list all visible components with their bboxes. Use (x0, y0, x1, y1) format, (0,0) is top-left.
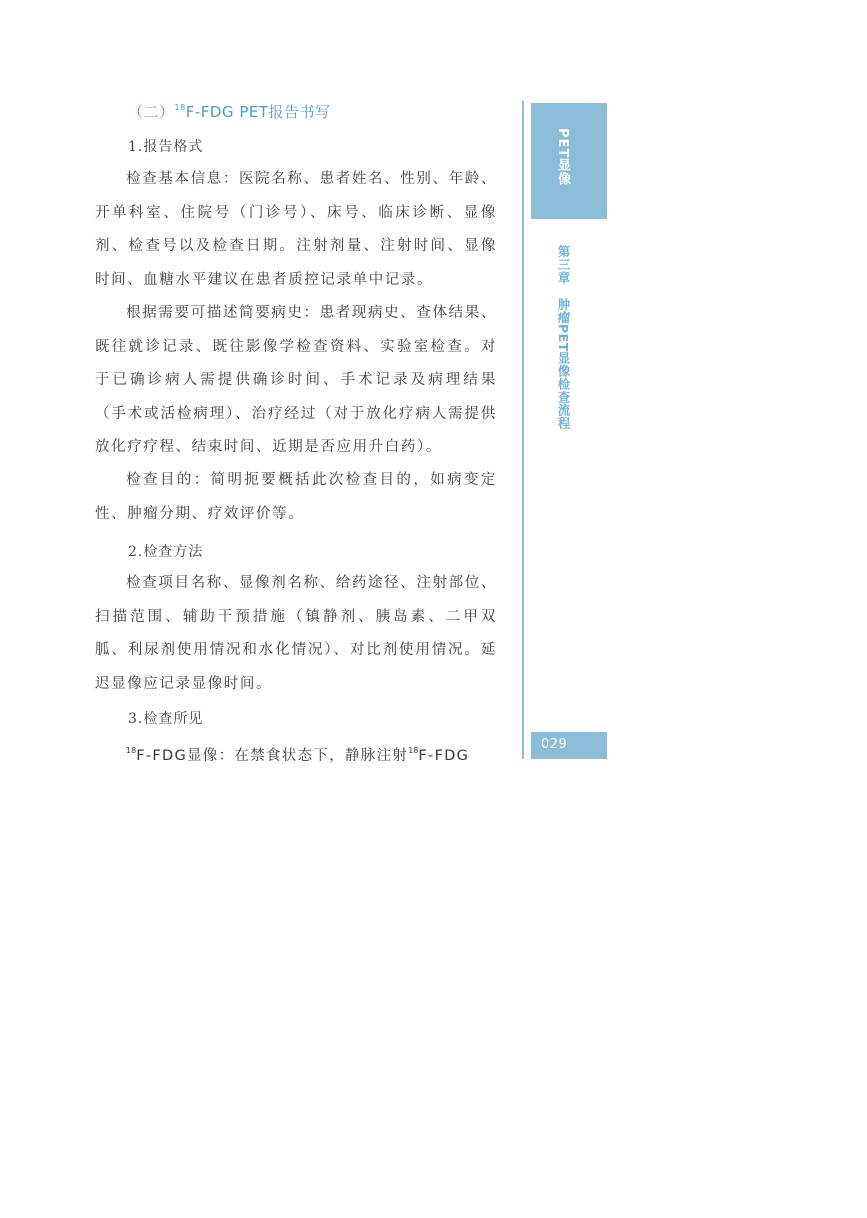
margin-divider-line (522, 101, 524, 759)
paragraph-basic-info: 检查基本信息：医院名称、患者姓名、性别、年龄、开单科室、住院号（门诊号）、床号、临床诊断、显像剂、检查号以及检查日期。注射剂量、注射时间、显像时间、血糖水平建议在患者质控记录单中记录。 (95, 171, 497, 288)
paragraph-fdg-imaging (95, 734, 497, 774)
subsection-report-format: 1.报告格式 (128, 139, 204, 155)
heading-prefix: （二） (128, 103, 175, 121)
chapter-number: 第三章 (556, 245, 571, 284)
chapter-title (554, 245, 572, 430)
fdg-text-b: F-FDG (418, 748, 470, 764)
fdg-text-a: F-FDG显像：在禁食状态下，静脉注射 (136, 748, 409, 764)
paragraph-history: 根据需要可描述简要病史：患者现病史、查体结果、既往就诊记录、既往影像学检查资料、实验室检查。对于已确诊病人需提供确诊时间、手术记录及病理结果（手术或活检病理）、治疗经过（对于放化疗病人需提供放化疗疗程、结束时间、近期是否应用升白药）。 (95, 305, 497, 455)
fdg-superscript-2: 18 (408, 746, 419, 755)
subsection-findings: 3.检查所见 (128, 711, 204, 727)
subsection-exam-method: 2.检查方法 (128, 544, 204, 560)
section-tab-label: PET显像 (555, 128, 570, 187)
fdg-superscript-1: 18 (126, 746, 137, 755)
paragraph-purpose: 检查目的：简明扼要概括此次检查目的，如病变定性、肿瘤分期、疗效评价等。 (95, 472, 497, 522)
heading-text: F-FDG PET报告书写 (185, 103, 331, 121)
paragraph-exam-method: 检查项目名称、显像剂名称、给药途径、注射部位、扫描范围、辅助干预措施（镇静剂、胰岛素、二甲双胍、利尿剂使用情况和水化情况）、对比剂使用情况。延迟显像应记录显像时间。 (95, 575, 497, 692)
page-number: 029 (541, 737, 568, 752)
heading-superscript: 18 (174, 103, 186, 112)
chapter-name: 肿瘤PET显像检查流程 (556, 298, 571, 430)
section-heading (128, 101, 331, 122)
